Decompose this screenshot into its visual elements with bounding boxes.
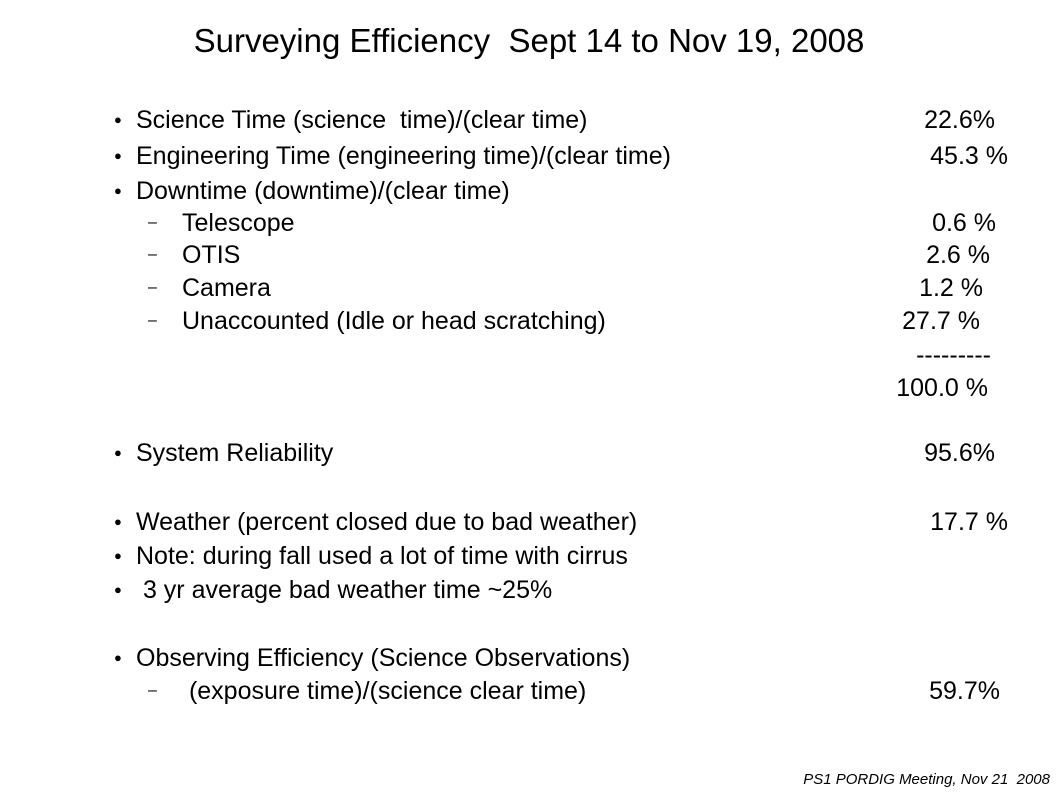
dash-icon: – [148, 312, 157, 329]
reliability-value: 95.6% [924, 439, 995, 467]
dash-icon: – [148, 682, 157, 699]
observing-label: Observing Efficiency (Science Observations) [136, 644, 631, 672]
bullet-icon: ● [114, 582, 122, 597]
dash-icon: – [148, 214, 157, 231]
dash-icon: – [148, 279, 157, 296]
bullet-icon: ● [114, 183, 122, 198]
engineering-time-label: Engineering Time (engineering time)/(clear time) [136, 142, 671, 170]
bullet-icon: ● [114, 650, 122, 665]
otis-label: OTIS [182, 241, 241, 269]
telescope-value: 0.6 % [932, 209, 996, 237]
total-value: 100.0 % [896, 374, 988, 402]
engineering-time-value: 45.3 % [930, 142, 1008, 170]
unaccounted-label: Unaccounted (Idle or head scratching) [182, 307, 606, 335]
weather-label: Weather (percent closed due to bad weather) [136, 508, 638, 536]
slide-title: Surveying Efficiency Sept 14 to Nov 19, 2008 [193, 22, 865, 59]
bullet-icon: ● [114, 445, 122, 460]
science-time-label: Science Time (science time)/(clear time) [136, 106, 588, 134]
unaccounted-value: 27.7 % [902, 307, 980, 335]
bullet-icon: ● [114, 148, 122, 163]
bullet-icon: ● [114, 548, 122, 563]
downtime-label: Downtime (downtime)/(clear time) [136, 177, 510, 205]
camera-value: 1.2 % [919, 274, 983, 302]
note-text: Note: during fall used a lot of time with cirrus [136, 542, 628, 570]
footer-text: PS1 PORDIG Meeting, Nov 21 2008 [803, 771, 1050, 788]
science-time-value: 22.6% [924, 106, 995, 134]
exposure-label: (exposure time)/(science clear time) [182, 677, 587, 705]
telescope-label: Telescope [182, 209, 295, 237]
camera-label: Camera [182, 274, 271, 302]
total-separator: --------- [916, 341, 991, 369]
dash-icon: – [148, 246, 157, 263]
bullet-icon: ● [114, 514, 122, 529]
exposure-value: 59.7% [929, 677, 1000, 705]
reliability-label: System Reliability [136, 439, 334, 467]
weather-value: 17.7 % [930, 508, 1008, 536]
average-text: 3 yr average bad weather time ~25% [136, 576, 553, 604]
bullet-icon: ● [114, 112, 122, 127]
otis-value: 2.6 % [926, 241, 990, 269]
